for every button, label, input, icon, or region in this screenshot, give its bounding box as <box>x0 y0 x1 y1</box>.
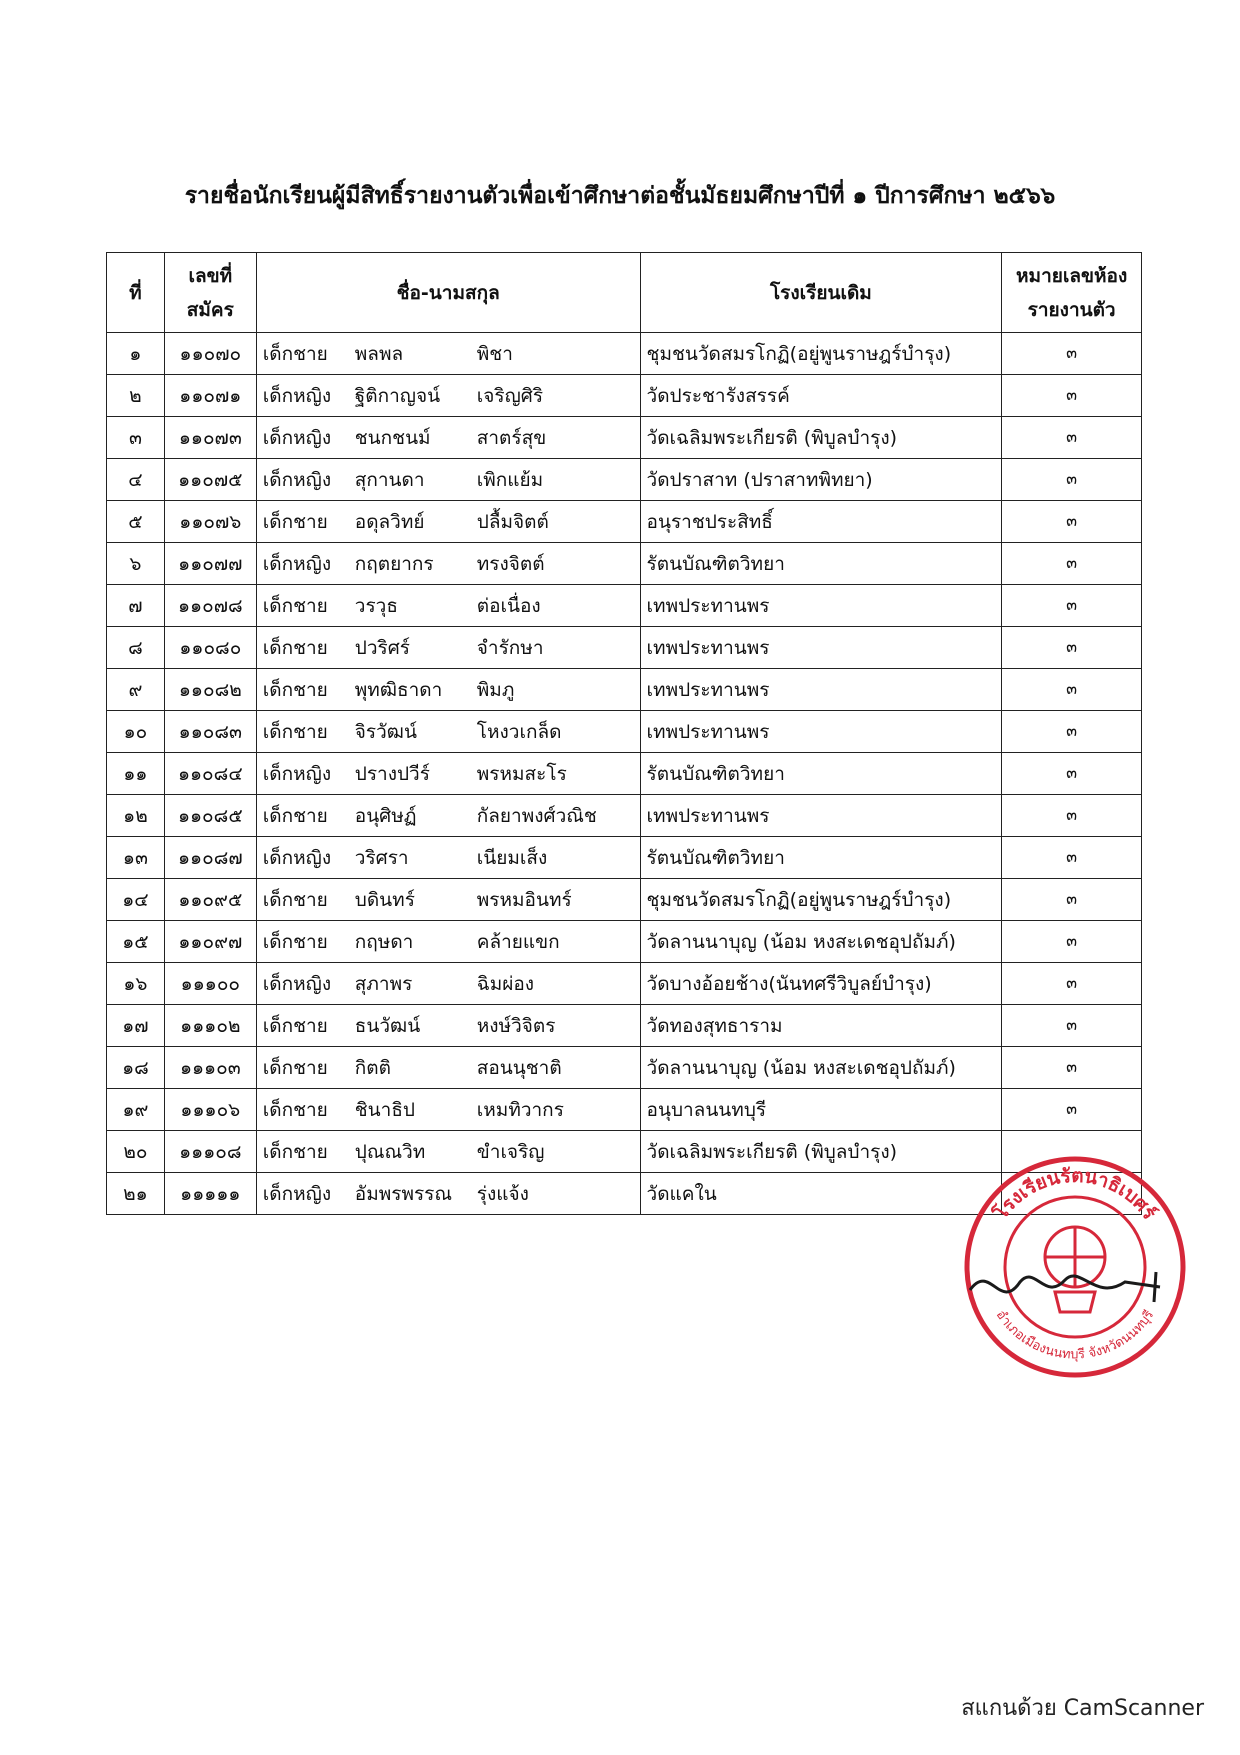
student-name <box>256 795 640 837</box>
first-name: บดินทร์ <box>354 888 415 911</box>
room-number: ๓ <box>1002 837 1142 879</box>
previous-school: อนุราชประสิทธิ์ <box>640 501 1002 543</box>
first-name: สุภาพร <box>354 972 413 995</box>
first-name: อัมพรพรรณ <box>354 1182 453 1205</box>
room-number: ๓ <box>1002 879 1142 921</box>
row-number: ๗ <box>107 585 165 627</box>
row-number: ๔ <box>107 459 165 501</box>
application-number: ๑๑๐๗๐ <box>164 333 256 375</box>
camscanner-footer: สแกนด้วย CamScanner <box>961 1696 1204 1721</box>
previous-school: วัดบางอ้อยช้าง(นันทศรีวิบูลย์บำรุง) <box>640 963 1002 1005</box>
first-name: สุกานดา <box>354 468 425 491</box>
last-name: สาตร์สุข <box>476 426 547 449</box>
name-prefix: เด็กชาย <box>262 1056 328 1079</box>
header-application-no-line1: เลขที่ <box>188 264 233 287</box>
previous-school: ชุมชนวัดสมรโกฏิ(อยู่พูนราษฎร์บำรุง) <box>640 879 1002 921</box>
last-name: ทรงจิตต์ <box>476 552 545 575</box>
previous-school: วัดเฉลิมพระเกียรติ (พิบูลบำรุง) <box>640 1131 1002 1173</box>
student-name <box>256 1005 640 1047</box>
table-row <box>107 963 1142 1005</box>
room-number: ๓ <box>1002 459 1142 501</box>
previous-school: วัดเฉลิมพระเกียรติ (พิบูลบำรุง) <box>640 417 1002 459</box>
student-name <box>256 669 640 711</box>
seal-top-text: โรงเรียนรัตนาธิเบศร์ <box>989 1164 1161 1224</box>
application-number: ๑๑๑๐๖ <box>164 1089 256 1131</box>
last-name: ขำเจริญ <box>476 1140 545 1163</box>
room-number: ๓ <box>1002 417 1142 459</box>
row-number: ๒ <box>107 375 165 417</box>
previous-school: เทพประทานพร <box>640 585 1002 627</box>
row-number: ๑๑ <box>107 753 165 795</box>
application-number: ๑๑๐๙๗ <box>164 921 256 963</box>
last-name: โหงวเกล็ด <box>476 720 562 743</box>
table-row <box>107 921 1142 963</box>
first-name: ธนวัฒน์ <box>354 1014 421 1037</box>
last-name: พรหมอินทร์ <box>476 888 572 911</box>
application-number: ๑๑๐๘๒ <box>164 669 256 711</box>
row-number: ๑๙ <box>107 1089 165 1131</box>
previous-school: เทพประทานพร <box>640 627 1002 669</box>
student-name <box>256 375 640 417</box>
student-name <box>256 1047 640 1089</box>
room-number: ๓ <box>1002 795 1142 837</box>
first-name: ชินาธิป <box>354 1098 415 1121</box>
previous-school: วัดทองสุทธาราม <box>640 1005 1002 1047</box>
student-name <box>256 543 640 585</box>
header-room-number-line1: หมายเลขห้อง <box>1016 264 1128 287</box>
room-number: ๓ <box>1002 963 1142 1005</box>
name-prefix: เด็กหญิง <box>262 384 332 407</box>
last-name: สอนนุชาติ <box>476 1056 562 1079</box>
last-name: พิมภู <box>476 678 515 701</box>
name-prefix: เด็กชาย <box>262 804 328 827</box>
last-name: เนียมเส็ง <box>476 846 548 869</box>
first-name: ปวริศร์ <box>354 636 410 659</box>
last-name: เพิกแย้ม <box>476 468 544 491</box>
row-number: ๑๘ <box>107 1047 165 1089</box>
table-row <box>107 585 1142 627</box>
name-prefix: เด็กหญิง <box>262 846 332 869</box>
row-number: ๒๑ <box>107 1173 165 1215</box>
first-name: ปรางปวีร์ <box>354 762 430 785</box>
header-full-name: ชื่อ-นามสกุล <box>256 253 640 333</box>
row-number: ๘ <box>107 627 165 669</box>
name-prefix: เด็กชาย <box>262 888 328 911</box>
table-row <box>107 1089 1142 1131</box>
student-name <box>256 963 640 1005</box>
application-number: ๑๑๐๘๕ <box>164 795 256 837</box>
table-row <box>107 711 1142 753</box>
last-name: ฉิมผ่อง <box>476 972 535 995</box>
application-number: ๑๑๐๙๕ <box>164 879 256 921</box>
first-name: วริศรา <box>354 846 409 869</box>
table-row <box>107 753 1142 795</box>
name-prefix: เด็กชาย <box>262 594 328 617</box>
room-number: ๓ <box>1002 333 1142 375</box>
table-header-row <box>107 253 1142 333</box>
student-name <box>256 459 640 501</box>
row-number: ๓ <box>107 417 165 459</box>
name-prefix: เด็กหญิง <box>262 468 332 491</box>
room-number: ๓ <box>1002 585 1142 627</box>
name-prefix: เด็กชาย <box>262 636 328 659</box>
table-row <box>107 375 1142 417</box>
application-number: ๑๑๑๐๒ <box>164 1005 256 1047</box>
previous-school: วัดแคใน <box>640 1173 1002 1215</box>
application-number: ๑๑๑๐๓ <box>164 1047 256 1089</box>
school-seal <box>960 1152 1190 1382</box>
student-name <box>256 585 640 627</box>
table-row <box>107 1047 1142 1089</box>
application-number: ๑๑๐๘๔ <box>164 753 256 795</box>
room-number: ๓ <box>1002 753 1142 795</box>
room-number: ๓ <box>1002 627 1142 669</box>
previous-school: วัดลานนาบุญ (น้อม หงสะเดชอุปถัมภ์) <box>640 1047 1002 1089</box>
previous-school: ชุมชนวัดสมรโกฏิ(อยู่พูนราษฎร์บำรุง) <box>640 333 1002 375</box>
name-prefix: เด็กชาย <box>262 1140 328 1163</box>
name-prefix: เด็กชาย <box>262 930 328 953</box>
first-name: ฐิติกาญจน์ <box>354 384 441 407</box>
student-name <box>256 333 640 375</box>
table-row <box>107 417 1142 459</box>
room-number: ๓ <box>1002 501 1142 543</box>
application-number: ๑๑๐๗๑ <box>164 375 256 417</box>
application-number: ๑๑๐๗๖ <box>164 501 256 543</box>
row-number: ๑ <box>107 333 165 375</box>
student-name <box>256 627 640 669</box>
table-row <box>107 1005 1142 1047</box>
table-row <box>107 459 1142 501</box>
application-number: ๑๑๑๐๘ <box>164 1131 256 1173</box>
previous-school: รัตนบัณฑิตวิทยา <box>640 837 1002 879</box>
room-number: ๓ <box>1002 669 1142 711</box>
name-prefix: เด็กชาย <box>262 1014 328 1037</box>
application-number: ๑๑๐๗๓ <box>164 417 256 459</box>
student-name <box>256 1089 640 1131</box>
previous-school: เทพประทานพร <box>640 711 1002 753</box>
row-number: ๕ <box>107 501 165 543</box>
table-row <box>107 501 1142 543</box>
last-name: พรหมสะโร <box>476 762 567 785</box>
student-name <box>256 501 640 543</box>
row-number: ๑๒ <box>107 795 165 837</box>
student-name <box>256 711 640 753</box>
first-name: กิตติ <box>354 1056 391 1079</box>
previous-school: เทพประทานพร <box>640 795 1002 837</box>
application-number: ๑๑๐๗๗ <box>164 543 256 585</box>
document-title: รายชื่อนักเรียนผู้มีสิทธิ์รายงานตัวเพื่อเข้าศึกษาต่อชั้นมัธยมศึกษาปีที่ ๑ ปีการศึกษา ๒๕๖๖ <box>184 183 1056 209</box>
name-prefix: เด็กชาย <box>262 1098 328 1121</box>
seal-bottom-text: อำเภอเมืองนนทบุรี จังหวัดนนทบุรี <box>992 1307 1158 1363</box>
application-number: ๑๑๐๘๓ <box>164 711 256 753</box>
application-number: ๑๑๐๘๐ <box>164 627 256 669</box>
previous-school: รัตนบัณฑิตวิทยา <box>640 543 1002 585</box>
name-prefix: เด็กหญิง <box>262 1182 332 1205</box>
last-name: ต่อเนื่อง <box>476 594 541 617</box>
last-name: คล้ายแขก <box>476 930 560 953</box>
first-name: วรวุธ <box>354 594 398 617</box>
name-prefix: เด็กชาย <box>262 342 328 365</box>
last-name: พิชา <box>476 342 513 365</box>
student-name <box>256 1173 640 1215</box>
table-row <box>107 627 1142 669</box>
table-row <box>107 837 1142 879</box>
previous-school: วัดปราสาท (ปราสาทพิทยา) <box>640 459 1002 501</box>
application-number: ๑๑๑๐๐ <box>164 963 256 1005</box>
header-room-number <box>1002 253 1142 333</box>
previous-school: วัดลานนาบุญ (น้อม หงสะเดชอุปถัมภ์) <box>640 921 1002 963</box>
student-name <box>256 417 640 459</box>
first-name: อนุศิษฏ์ <box>354 804 417 827</box>
row-number: ๑๐ <box>107 711 165 753</box>
row-number: ๑๔ <box>107 879 165 921</box>
row-number: ๖ <box>107 543 165 585</box>
first-name: ปุณณวิท <box>354 1140 426 1163</box>
room-number: ๓ <box>1002 1047 1142 1089</box>
first-name: พลพล <box>354 342 404 365</box>
previous-school: อนุบาลนนทบุรี <box>640 1089 1002 1131</box>
row-number: ๑๓ <box>107 837 165 879</box>
last-name: ปลื้มจิตต์ <box>476 510 549 533</box>
last-name: เหมทิวากร <box>476 1098 564 1121</box>
table-row <box>107 879 1142 921</box>
name-prefix: เด็กชาย <box>262 678 328 701</box>
student-name <box>256 753 640 795</box>
header-previous-school: โรงเรียนเดิม <box>640 253 1002 333</box>
application-number: ๑๑๐๗๕ <box>164 459 256 501</box>
last-name: หงษ์วิจิตร <box>476 1014 556 1037</box>
last-name: รุ่งแจ้ง <box>476 1182 529 1205</box>
first-name: กฤษดา <box>354 930 414 953</box>
name-prefix: เด็กหญิง <box>262 762 332 785</box>
row-number: ๑๗ <box>107 1005 165 1047</box>
room-number: ๓ <box>1002 375 1142 417</box>
name-prefix: เด็กหญิง <box>262 972 332 995</box>
name-prefix: เด็กหญิง <box>262 426 332 449</box>
row-number: ๑๕ <box>107 921 165 963</box>
header-room-number-line2: รายงานตัว <box>1027 298 1116 321</box>
name-prefix: เด็กชาย <box>262 510 328 533</box>
table-row <box>107 669 1142 711</box>
table-row <box>107 543 1142 585</box>
name-prefix: เด็กชาย <box>262 720 328 743</box>
signature-mark <box>970 1272 1160 1302</box>
row-number: ๙ <box>107 669 165 711</box>
student-name <box>256 837 640 879</box>
first-name: กฤตยากร <box>354 552 434 575</box>
room-number: ๓ <box>1002 543 1142 585</box>
last-name: กัลยาพงศ์วณิช <box>476 804 597 827</box>
seal-emblem-icon <box>1045 1227 1105 1312</box>
previous-school: วัดประชารังสรรค์ <box>640 375 1002 417</box>
application-number: ๑๑๑๑๑ <box>164 1173 256 1215</box>
first-name: พุทฒิธาดา <box>354 678 443 701</box>
header-no: ที่ <box>107 253 165 333</box>
table-row <box>107 333 1142 375</box>
application-number: ๑๑๐๘๗ <box>164 837 256 879</box>
first-name: จิรวัฒน์ <box>354 720 417 743</box>
header-application-no <box>164 253 256 333</box>
name-prefix: เด็กหญิง <box>262 552 332 575</box>
student-roster-table <box>106 252 1142 1215</box>
room-number: ๓ <box>1002 711 1142 753</box>
previous-school: เทพประทานพร <box>640 669 1002 711</box>
previous-school: รัตนบัณฑิตวิทยา <box>640 753 1002 795</box>
student-name <box>256 1131 640 1173</box>
table-body <box>107 333 1142 1215</box>
student-name <box>256 879 640 921</box>
first-name: ชนกชนม์ <box>354 426 431 449</box>
room-number: ๓ <box>1002 1089 1142 1131</box>
table-row <box>107 795 1142 837</box>
room-number: ๓ <box>1002 1005 1142 1047</box>
last-name: เจริญศิริ <box>476 384 544 407</box>
last-name: จำรักษา <box>476 636 544 659</box>
first-name: อดุลวิทย์ <box>354 510 425 533</box>
application-number: ๑๑๐๗๘ <box>164 585 256 627</box>
room-number: ๓ <box>1002 921 1142 963</box>
row-number: ๑๖ <box>107 963 165 1005</box>
header-application-no-line2: สมัคร <box>186 298 234 321</box>
student-name <box>256 921 640 963</box>
row-number: ๒๐ <box>107 1131 165 1173</box>
